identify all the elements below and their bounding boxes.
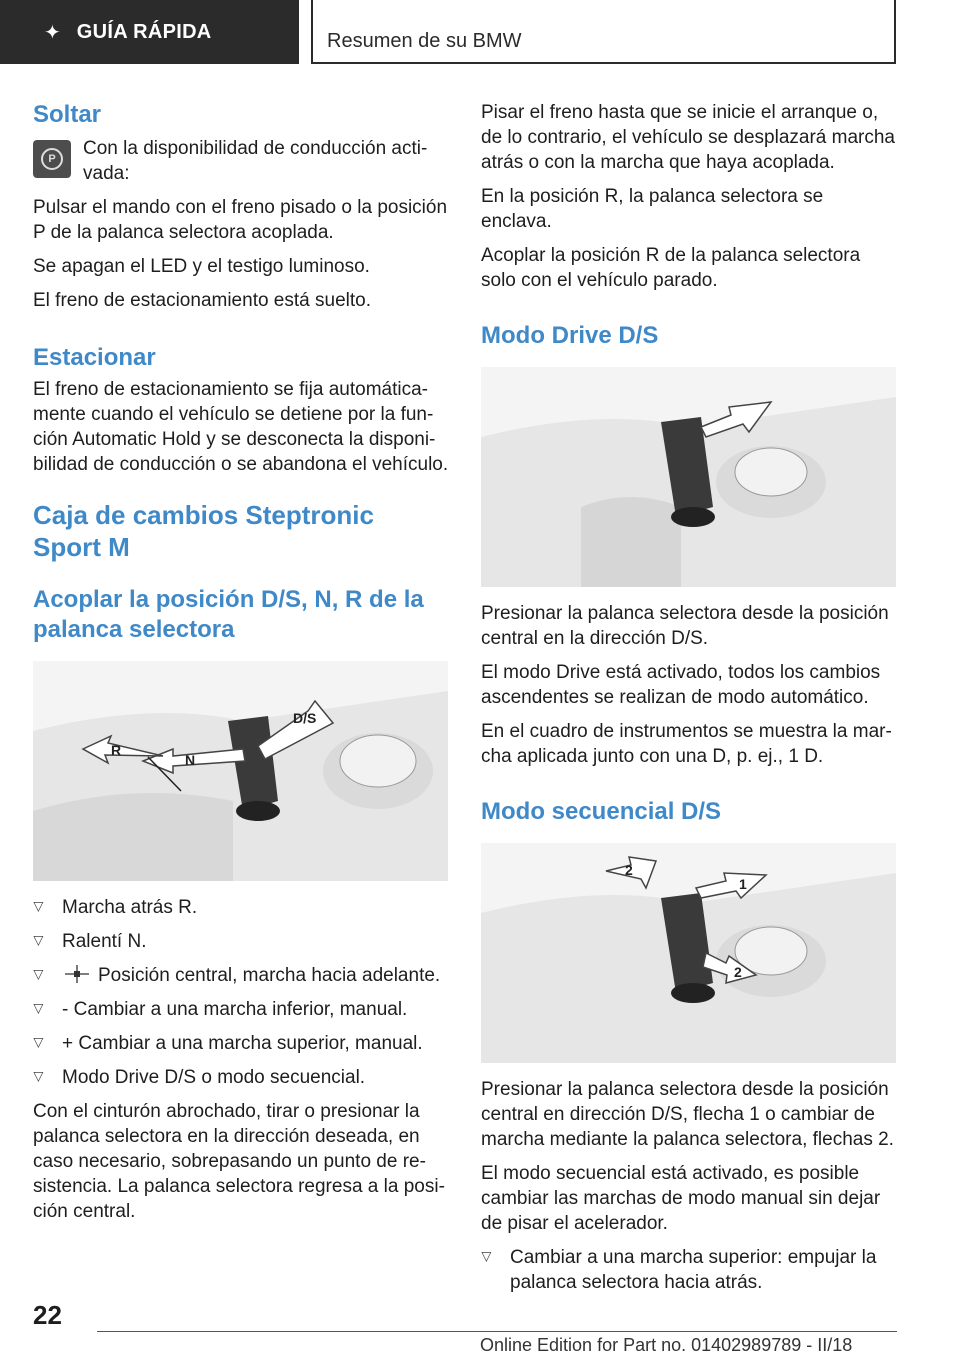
section-title: Resumen de su BMW [327,30,522,52]
sequential-paragraph-1: Presionar la palanca selectora desde la posición central en dirección D/S, flecha 1 o cambiar de marcha mediante la palanca selectora, flechas 2. [481,1079,894,1150]
edition-note: Online Edition for Part no. 01402989789 - II/18 [480,1335,853,1355]
section-tab[interactable] [0,0,299,64]
list-item: ▷ + Cambiar a una marcha superior, manual. [33,1031,449,1056]
gear-positions-list [33,895,449,1090]
caja-heading: Caja de cambios Steptronic Sport M [33,500,374,562]
sequential-heading: Modo secuencial D/S [481,798,722,825]
tab-label: GUÍA RÁPIDA [76,20,212,43]
list-item: ▷ Modo Drive D/S o modo secuencial. [33,1065,449,1090]
list-item: ▷ - Cambiar a una marcha inferior, manual. [33,997,449,1022]
gear-lever-figure-drive [481,367,896,587]
label-2-bottom: 2 [734,964,742,980]
drive-paragraph-3: En el cuadro de instrumentos se muestra la mar-cha aplicada junto con una D, p. ej., 1 D. [481,721,892,767]
soltar-paragraph-4: El freno de estacionamiento está suelto. [33,290,371,311]
left-column [33,100,449,1233]
sequential-list [481,1245,897,1295]
right-paragraph-3: Acoplar la posición R de la palanca selectora solo con el vehículo parado. [481,245,861,291]
gear-lever-figure-sequential [481,843,896,1063]
acoplar-heading: Acoplar la posición D/S, N, R de la palanca selectora [33,586,424,643]
drive-paragraph-1: Presionar la palanca selectora desde la posición central en la dirección D/S. [481,603,889,649]
list-item: ▷ Posición central, marcha hacia adelante. [33,963,449,988]
soltar-paragraph-2: Pulsar el mando con el freno pisado o la posición P de la palanca selectora acoplada. [33,197,448,243]
quick-guide-icon: ✦ [44,21,61,44]
right-paragraph-1: Pisar el freno hasta que se inicie el arranque o, de lo contrario, el vehículo se desplazará marcha atrás o con la marcha que haya acoplada. [481,102,896,173]
acoplar-paragraph: Con el cinturón abrochado, tirar o presionar la palanca selectora en la dirección deseada, en caso necesario, sobrepasando un punto de re-sistencia. La palanca selectora regresa a la posi-ción central. [33,1101,445,1222]
drive-paragraph-2: El modo Drive está activado, todos los cambios ascendentes se realizan de modo automático. [481,662,881,708]
page-number: 22 [33,1300,62,1330]
right-column [481,100,897,1304]
list-item: ▷ Cambiar a una marcha superior: empujar la palanca selectora hacia atrás. [481,1245,897,1295]
sequential-paragraph-2: El modo secuencial está activado, es posible cambiar las marchas de modo manual sin dejar de pisar el acelerador. [481,1163,881,1234]
gear-lever-figure-positions [33,661,448,881]
label-ds: D/S [293,710,317,726]
soltar-paragraph-1: Con la disponibilidad de conducción acti-vada: [83,138,428,184]
center-position-icon [64,964,90,984]
right-paragraph-2: En la posición R, la palanca selectora se enclava. [481,186,824,232]
label-2-top: 2 [625,862,633,878]
soltar-icon-row [33,136,449,195]
list-item: ▷ Ralentí N. [33,929,449,954]
estacionar-paragraph: El freno de estacionamiento se fija automática-mente cuando el vehículo se detiene por la fun-ción Automatic Hold y se desconecta la disponi-bilidad de conducción o se abandona el vehículo. [33,379,449,475]
estacionar-heading: Estacionar [33,344,156,371]
label-1: 1 [739,876,747,892]
list-item: ▷ Marcha atrás R. [33,895,449,920]
footer-divider [97,1331,897,1332]
label-n: N [185,752,196,768]
section-header [311,0,896,64]
label-r: R [111,742,122,758]
parking-brake-icon: P [33,140,71,178]
soltar-paragraph-3: Se apagan el LED y el testigo luminoso. [33,256,370,277]
drive-heading: Modo Drive D/S [481,322,659,349]
soltar-heading: Soltar [33,101,102,128]
